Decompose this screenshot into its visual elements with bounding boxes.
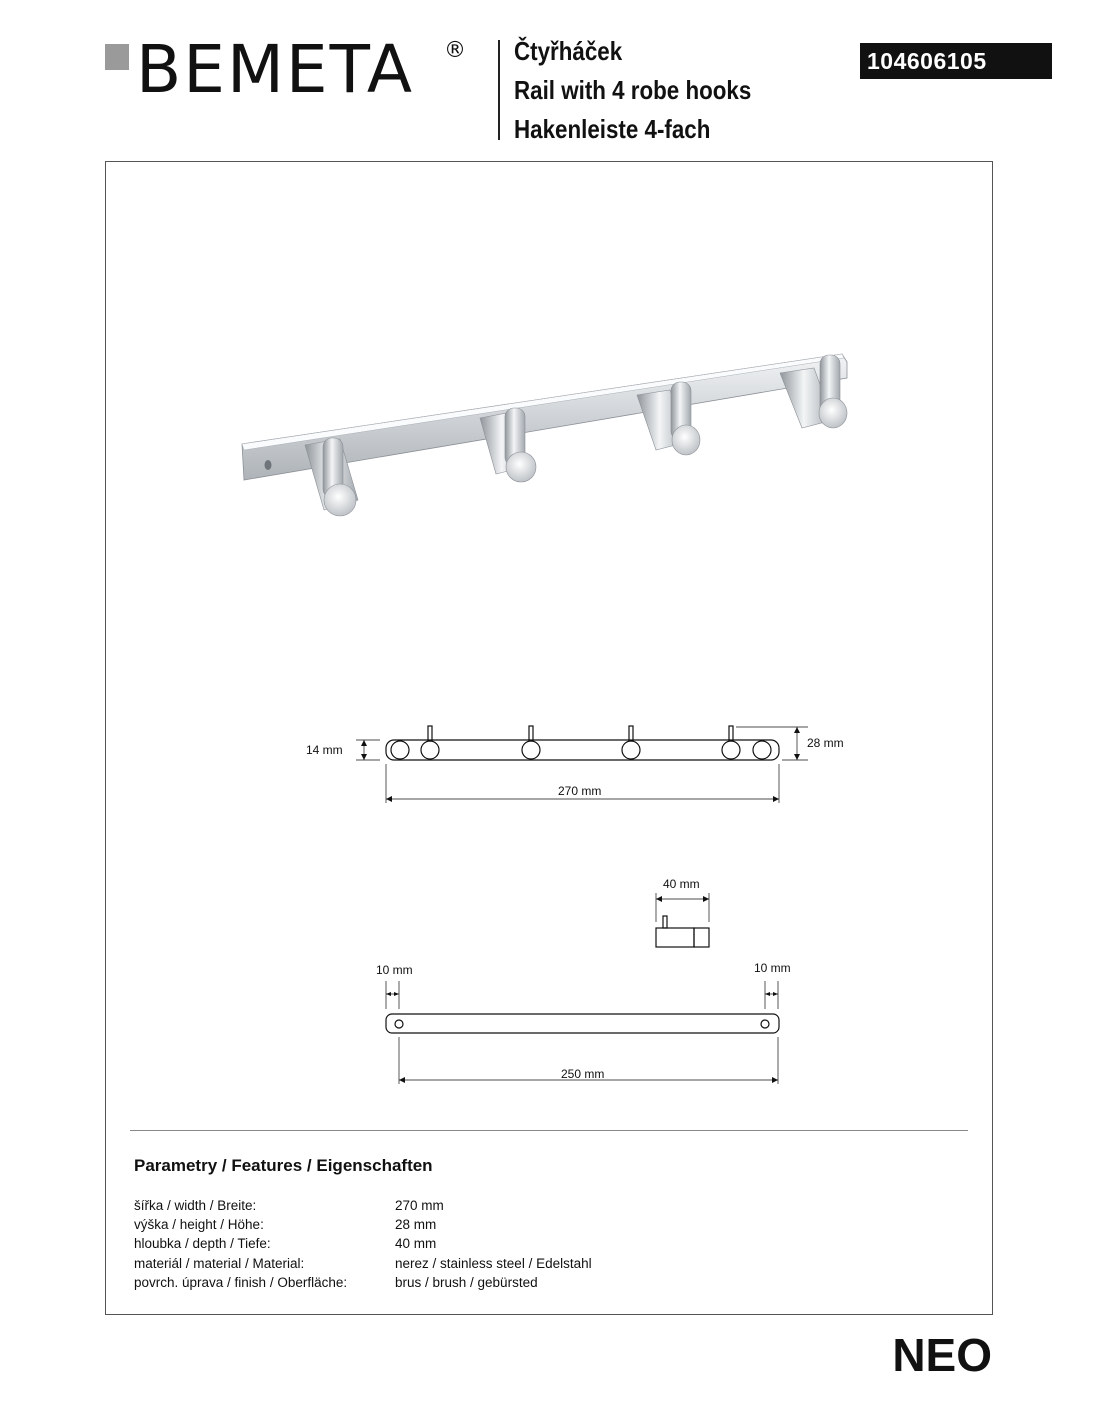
dim-hole-offset-left: 10 mm bbox=[376, 963, 413, 977]
logo-square bbox=[105, 44, 129, 70]
spec-value: 28 mm bbox=[395, 1217, 437, 1232]
product-code: 104606105 bbox=[860, 43, 1052, 79]
dim-height-right: 28 mm bbox=[807, 736, 844, 750]
spec-value: 270 mm bbox=[395, 1198, 444, 1213]
dim-total-width: 270 mm bbox=[558, 784, 602, 798]
spec-label: materiál / material / Material: bbox=[134, 1256, 305, 1271]
features-title: Parametry / Features / Eigenschaften bbox=[134, 1156, 433, 1175]
registered-mark: ® bbox=[444, 38, 466, 63]
product-photo bbox=[230, 340, 870, 530]
spec-row bbox=[134, 1275, 694, 1295]
spec-label: hloubka / depth / Tiefe: bbox=[134, 1236, 271, 1251]
dim-hole-offset-right: 10 mm bbox=[754, 961, 791, 975]
spec-label: povrch. úprava / finish / Oberfläche: bbox=[134, 1275, 348, 1290]
spec-row bbox=[134, 1198, 694, 1218]
series-name: NEO bbox=[892, 1329, 992, 1381]
brand-logo: BEMETA bbox=[136, 31, 414, 108]
title-german: Hakenleiste 4-fach bbox=[514, 114, 711, 144]
dim-hole-spacing: 250 mm bbox=[561, 1067, 605, 1081]
content-frame bbox=[105, 161, 993, 1315]
spec-row bbox=[134, 1217, 694, 1237]
header-divider bbox=[498, 40, 500, 140]
spec-row bbox=[134, 1256, 694, 1276]
spec-value: brus / brush / gebürsted bbox=[395, 1275, 538, 1290]
spec-label: výška / height / Höhe: bbox=[134, 1217, 264, 1232]
dim-height-left: 14 mm bbox=[306, 743, 343, 757]
spec-label: šířka / width / Breite: bbox=[134, 1198, 257, 1213]
features-divider bbox=[130, 1130, 968, 1131]
spec-value: 40 mm bbox=[395, 1236, 437, 1251]
spec-row bbox=[134, 1236, 694, 1256]
spec-value: nerez / stainless steel / Edelstahl bbox=[395, 1256, 592, 1271]
title-czech: Čtyřháček bbox=[514, 36, 623, 66]
dim-depth: 40 mm bbox=[663, 877, 700, 891]
title-english: Rail with 4 robe hooks bbox=[514, 75, 752, 105]
